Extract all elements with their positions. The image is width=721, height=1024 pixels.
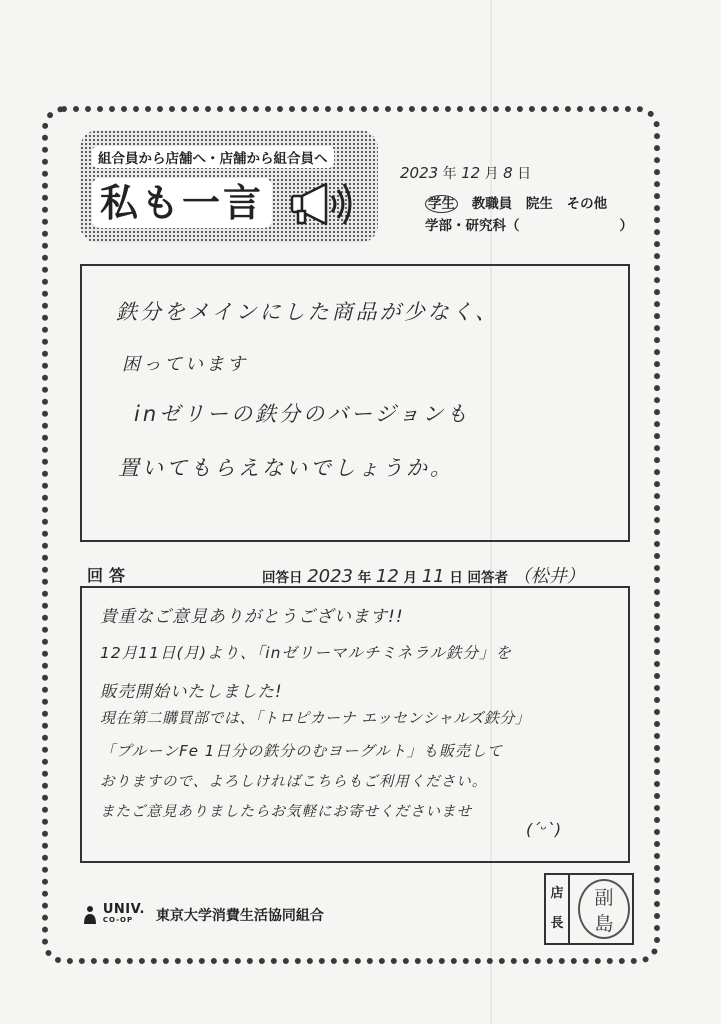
manager-stamp-box bbox=[544, 873, 634, 945]
answer-date-label: 回答日 bbox=[262, 570, 303, 586]
logo-univ: UNIV. bbox=[102, 902, 145, 917]
answer-year-unit: 年 bbox=[357, 570, 372, 586]
logo-coop: CO-OP bbox=[102, 916, 134, 924]
coop-mark-icon bbox=[82, 905, 98, 925]
coop-logo bbox=[82, 902, 324, 925]
message-line: 困っています bbox=[122, 354, 248, 375]
emoticon: (´ᵕ`) bbox=[526, 820, 562, 839]
answer-line: 現在第二購買部では、「トロピカーナ エッセンシャルズ鉄分」 bbox=[100, 709, 531, 727]
role-other: その他 bbox=[566, 196, 608, 212]
organization-name: 東京大学消費生活協同組合 bbox=[155, 908, 324, 924]
role-staff: 教職員 bbox=[471, 196, 513, 212]
message-line: inゼリーの鉄分のバージョンも bbox=[134, 402, 471, 426]
seal-char-2: 島 bbox=[594, 913, 614, 935]
role-options bbox=[425, 192, 616, 212]
answer-day: 11 bbox=[421, 566, 445, 587]
answer-line: 12月11日(月)より、「inゼリーマルチミネラル鉄分」を bbox=[100, 644, 512, 662]
answer-line: またご意見ありましたらお気軽にお寄せくださいませ bbox=[100, 804, 472, 820]
answer-meta bbox=[262, 562, 585, 588]
manager-label-2: 長 bbox=[550, 916, 564, 931]
department-field bbox=[425, 214, 633, 234]
answer-line: おりますので、よろしければこちらもご利用ください。 bbox=[100, 774, 488, 790]
answer-line: 「プルーンFe 1日分の鉄分のむヨーグルト」も販売して bbox=[100, 742, 503, 760]
submission-month: 12 bbox=[461, 164, 481, 182]
day-unit: 日 bbox=[517, 166, 532, 182]
megaphone-icon bbox=[286, 178, 356, 230]
manager-label bbox=[546, 875, 570, 943]
submission-date bbox=[400, 163, 531, 183]
message-line: 鉄分をメインにした商品が少なく、 bbox=[116, 300, 500, 324]
banner-subtitle: 組合員から店舗へ・店舗から組合員へ bbox=[92, 146, 334, 168]
answer-month-unit: 月 bbox=[403, 570, 418, 586]
answer-line: 販売開始いたしました! bbox=[100, 682, 283, 701]
department-close: ） bbox=[619, 218, 633, 234]
responder-name: （松井） bbox=[512, 566, 585, 587]
answer-month: 12 bbox=[375, 566, 399, 587]
answer-day-unit: 日 bbox=[449, 570, 463, 586]
seal-char-1: 副 bbox=[594, 887, 614, 909]
role-grad: 院生 bbox=[525, 196, 553, 212]
message-line: 置いてもらえないでしょうか。 bbox=[118, 456, 454, 480]
answer-year: 2023 bbox=[307, 566, 354, 587]
role-student: 学生 bbox=[425, 195, 458, 213]
submission-day: 8 bbox=[503, 164, 513, 182]
banner-title: 私も一言 bbox=[92, 178, 272, 228]
responder-label: 回答者 bbox=[467, 570, 509, 586]
department-label: 学部・研究科（ bbox=[425, 218, 520, 234]
manager-seal bbox=[578, 879, 630, 939]
year-unit: 年 bbox=[442, 166, 457, 182]
answer-label: 回答 bbox=[87, 566, 132, 585]
manager-label-1: 店 bbox=[550, 886, 564, 901]
month-unit: 月 bbox=[484, 166, 499, 182]
answer-line: 貴重なご意見ありがとうございます!! bbox=[100, 607, 404, 627]
submission-year: 2023 bbox=[400, 164, 439, 182]
